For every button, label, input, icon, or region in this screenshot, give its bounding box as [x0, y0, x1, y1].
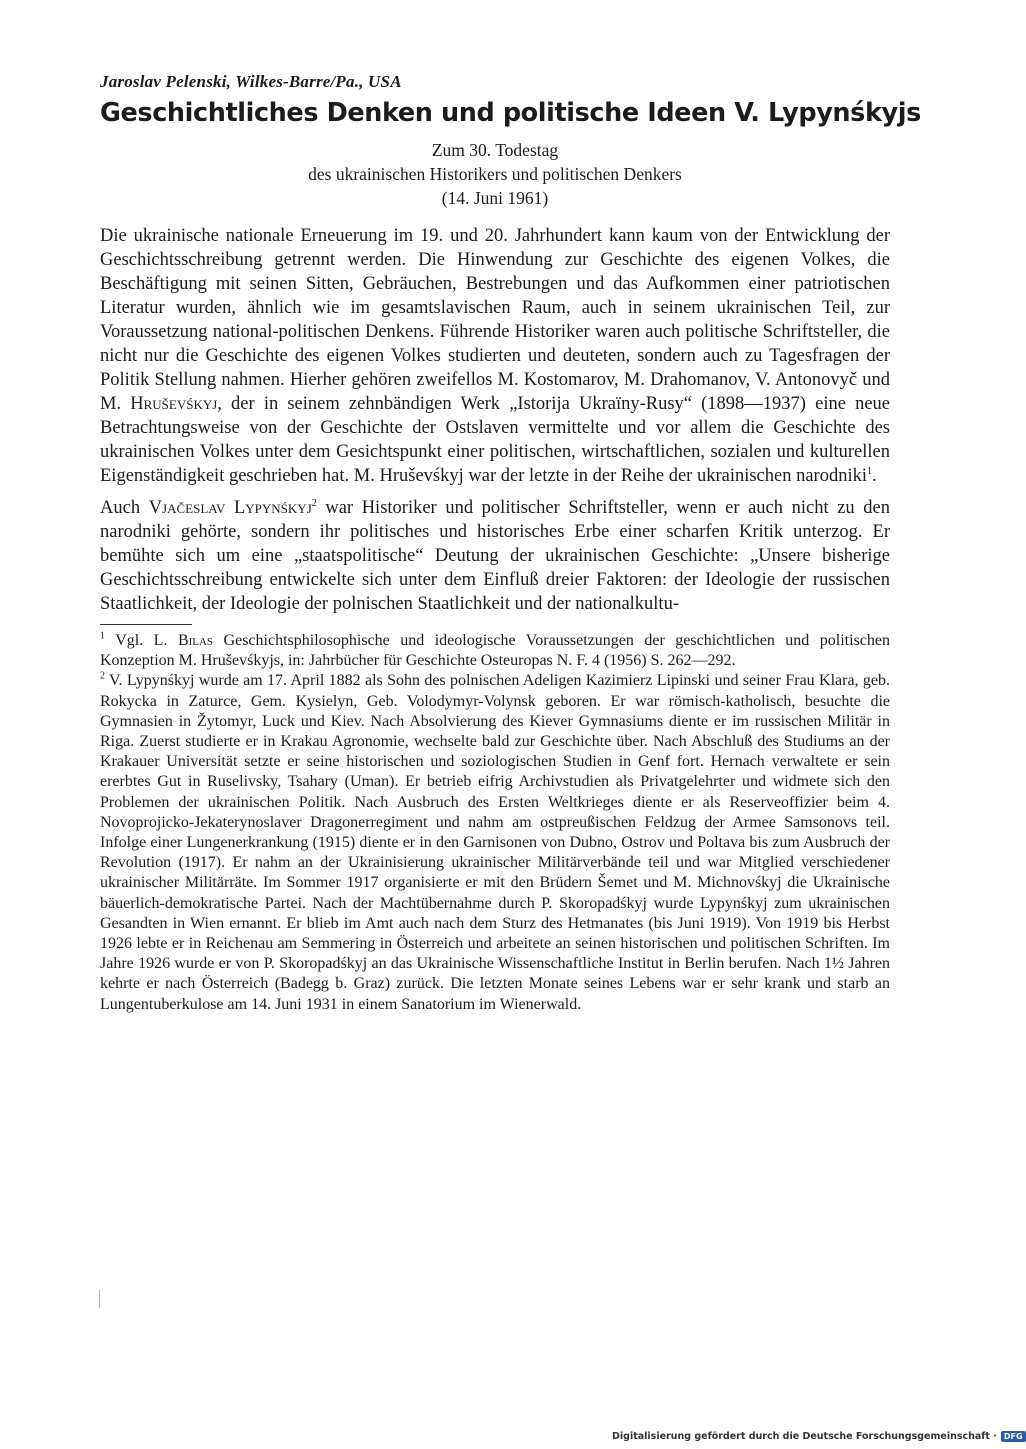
footer-text: Digitalisierung gefördert durch die Deutsche Forschungsgemeinschaft · — [612, 1431, 997, 1442]
footnote-2 — [100, 671, 890, 1014]
paragraph-1 — [100, 224, 890, 488]
footnote-divider — [100, 624, 192, 625]
paragraph-2 — [100, 496, 890, 616]
subtitle — [100, 138, 890, 210]
footnotes — [100, 631, 890, 1015]
footnote-2-number: 2 — [100, 671, 105, 683]
paragraph-2-rest: war Historiker und politischer Schriftsteller, wenn er auch nicht zu den narodniki gehörte, sondern ihr politisches und historisches Erbe einer scharfen Kritik unterzog. Er bemühte sich um eine „staatspolitische“ Deutung der ukrainischen Geschichte: „Unsere bisherige Geschichtsschreibung entwickelte sich unter dem Einfluß dreier Faktoren: der Ideologie der russischen Staatlichkeit, der Ideologie der polnischen Staatlichkeit und der nationalkultu- — [100, 498, 890, 614]
digitization-footer — [612, 1431, 1026, 1442]
footnote-1-number: 1 — [100, 630, 105, 642]
footnote-2-text: V. Lypynśkyj wurde am 17. April 1882 als Sohn des polnischen Adeligen Kazimierz Lipinski und seiner Frau Klara, geb. Rokycka in Zaturce, Gem. Kysielyn, Geb. Volodymyr-Volynsk geboren. Er war römisch-katholisch, besuchte die Gymnasien in Žytomyr, Luck und Kiev. Nach Absolvierung des Kiever Gymnasiums diente er im russischen Militär in Riga. Zuerst studierte er in Krakau Agronomie, wechselte bald zur Geschichte über. Nach Abschluß des Studiums an der Krakauer Universität setzte er seine historischen und soziologischen Studien in Genf fort. Hernach verwaltete er sein ererbtes Gut in Ruselivsky, Tsahary (Uman). Er betrieb eifrig Archivstudien als Privatgelehrter und widmete sich den Problemen der ukrainischen Politik. Nach Ausbruch des Ersten Weltkrieges diente er als Reserveoffizier beim 4. Novoprojicko-Jekaterynoslaver Dragonerregiment und nahm am ostpreußischen Feldzug der Armee Samsonovs teil. Infolge einer Lungenerkrankung (1915) diente er in den Garnisonen von Dubno, Ostrov und Poltava bis zum Ausbruch der Revolution (1917). Er nahm an der Ukrainisierung ukrainischer Militärverbände teil und war Mitglied verschiedener ukrainischer Militärräte. Im Sommer 1917 organisierte er mit den Brüdern Šemet und M. Michnovśkyj die Ukrainische bäuerlich-demokratische Partei. Nach der Machtübernahme durch P. Skoropadśkyj wurde Lypynśkyj zum ukrainischen Gesandten in Wien ernannt. Er blieb im Amt auch nach dem Sturz des Hetmanates (bis Juni 1919). Von 1919 bis Herbst 1926 lebte er in Reichenau am Semmering in Österreich und arbeitete an seinen historischen und politischen Schriften. Im Jahre 1926 wurde er von P. Skoropadśkyj an das Ukrainische Wissenschaftliche Institut in Berlin berufen. Nach 1½ Jahren kehrte er nach Österreich (Badegg b. Graz) zurück. Die letzten Monate seines Lebens war er sehr krank und starb an Lungentuberkulose am 14. Juni 1931 in einem Sanatorium im Wienerwald. — [100, 672, 890, 1013]
footnote-1 — [100, 631, 890, 671]
paragraph-1-end: . — [872, 466, 877, 486]
subtitle-line-2: des ukrainischen Historikers und politischen Denkers — [308, 164, 682, 184]
article-page — [100, 72, 921, 1015]
footnote-1-text-b: Geschichtsphilosophische und ideologische Voraussetzungen der geschichtlichen und politischen Konzeption M. Hruševśkyjs, in: Jahrbücher für Geschichte Osteuropas N. F. 4 (1956) S. 262—292. — [100, 632, 890, 670]
author-line: Jaroslav Pelenski, Wilkes-Barre/Pa., USA — [100, 72, 402, 91]
paragraph-1-rest: , der in seinem zehnbändigen Werk „Istorija Ukraïny-Rusy“ (1898—1937) eine neue Betrachtungsweise von der Geschichte der Ostslaven vermittelte und vor allem die Geschichte des ukrainischen Volkes unter dem Gesichtspunkt einer politischen, wirtschaftlichen, sozialen und kulturellen Eigenständigkeit geschrieben hat. M. Hruševśkyj war der letzte in der Reihe der ukrainischen narodniki — [100, 394, 890, 486]
paragraph-2-start: Auch — [100, 498, 149, 518]
footnote-1-text-a: Vgl. L. — [105, 632, 178, 649]
paragraph-1-text: Die ukrainische nationale Erneuerung im 19. und 20. Jahrhundert kann kaum von der Entwicklung der Geschichtsschreibung getrennt werden. Die Hinwendung zur Geschichte des eigenen Volkes, die Beschäftigung mit seinen Sitten, Gebräuchen, Bestrebungen und das Aufkommen einer patriotischen Literatur wurden, ähnlich wie im gesamtslavischen Raum, auch in seinem ukrainischen Teil, zur Voraussetzung national-politischen Denkens. Führende Historiker waren auch politische Schriftsteller, die nicht nur die Geschichte des eigenen Volkes studierten und deuteten, sondern auch zu Tagesfragen der Politik Stellung nahmen. Hierher gehören zweifellos M. Kostomarov, M. Drahomanov, V. Antonovyč und M. — [100, 226, 890, 414]
subject-name-smallcaps: Vjačeslav Lypynśkyj — [148, 498, 312, 518]
footnote-ref-2[interactable]: 2 — [311, 497, 317, 509]
subtitle-line-1: Zum 30. Todestag — [431, 140, 559, 160]
subtitle-line-3: (14. Juni 1961) — [441, 188, 549, 208]
dfg-logo-icon: DFG — [1001, 1431, 1026, 1442]
article-title: Geschichtliches Denken und politische Ideen V. Lypynśkyjs — [100, 98, 921, 128]
footnote-1-author: Bilas — [177, 632, 214, 649]
margin-mark — [99, 1290, 100, 1308]
author-name-smallcaps: Hruševśkyj — [130, 394, 218, 414]
main-text — [100, 224, 890, 616]
footnote-ref-1[interactable]: 1 — [867, 465, 872, 477]
